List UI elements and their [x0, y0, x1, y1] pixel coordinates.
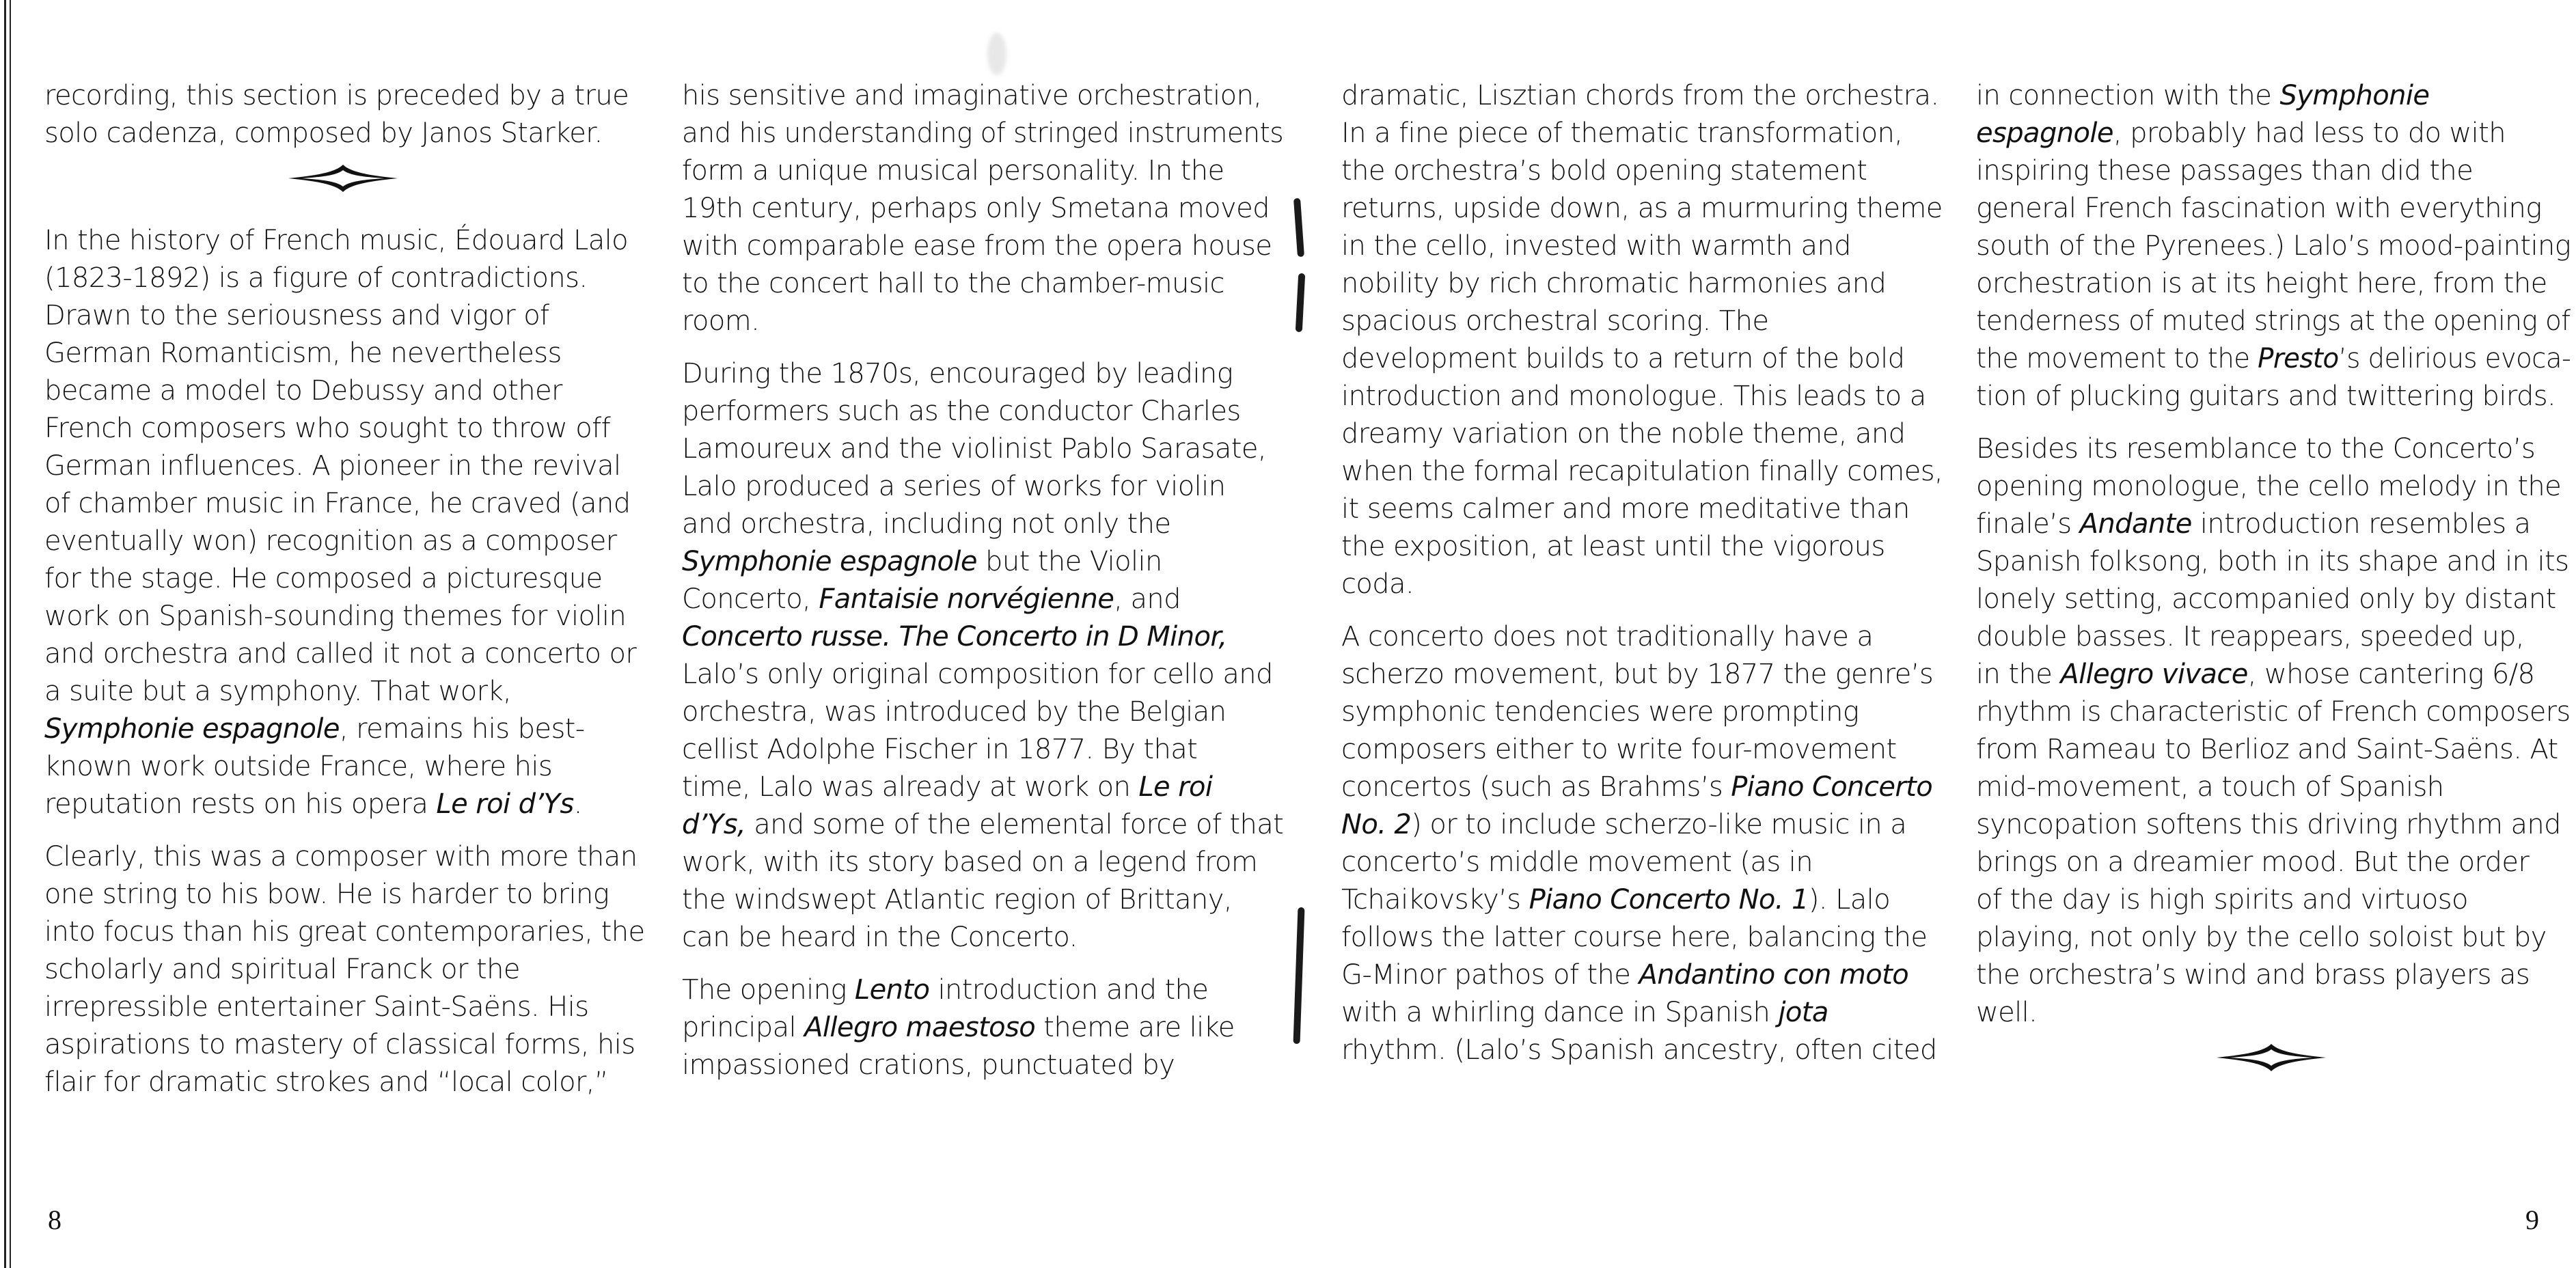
- text-line: [44, 335, 646, 372]
- italic-title-text: Symphonie espagnole: [44, 713, 340, 745]
- body-text: solo cadenza, composed by Janos Starker.: [44, 118, 603, 149]
- body-text: and his understanding of stringed instruments: [682, 118, 1284, 149]
- text-line: [682, 881, 1283, 919]
- body-text: cellist Adolphe Fischer in 1877. By that: [682, 734, 1198, 765]
- body-text: the orchestra’s wind and brass players as: [1976, 959, 2530, 991]
- body-text: the orchestra’s bold opening statement: [1341, 155, 1867, 187]
- body-text: general French fascination with everything: [1976, 193, 2542, 224]
- text-line: [1341, 453, 1943, 491]
- text-line: [682, 806, 1283, 844]
- text-line: [682, 393, 1283, 430]
- text-line: [1341, 1032, 1943, 1069]
- staple-mark: [1296, 273, 1305, 332]
- text-line: [1341, 190, 1942, 228]
- body-text: opening monologue, the cello melody in the: [1976, 471, 2562, 502]
- body-text: introduction resembles a: [2191, 508, 2531, 540]
- body-text: In a fine piece of thematic transformation,: [1341, 118, 1903, 149]
- body-text: dreamy variation on the noble theme, and: [1341, 418, 1906, 450]
- italic-title-text: Presto: [2258, 343, 2339, 374]
- body-text: spacious orchestral scoring. The: [1341, 305, 1769, 337]
- staple-mark: [1293, 198, 1304, 257]
- italic-title-text: jota: [1778, 997, 1828, 1028]
- text-line: [1976, 919, 2571, 956]
- text-line: [682, 228, 1283, 265]
- text-line: [1976, 881, 2571, 919]
- body-text: rhythm. (Lalo’s Spanish ancestry, often cited: [1341, 1034, 1937, 1066]
- body-text: double basses. It reappears, speeded up,: [1976, 621, 2525, 652]
- text-line: [44, 447, 646, 485]
- body-text: the windswept Atlantic region of Brittany,: [682, 884, 1232, 915]
- print-smudge: [987, 33, 1006, 75]
- text-line: [682, 971, 1283, 1009]
- body-text: of the day is high spirits and virtuoso: [1976, 884, 2468, 915]
- text-line: [44, 786, 646, 823]
- italic-title-text: d’Ys,: [682, 809, 746, 840]
- body-text: time, Lalo was already at work on: [682, 771, 1139, 803]
- body-text: concerto’s middle movement (as in: [1341, 846, 1813, 878]
- text-line: [1976, 468, 2571, 506]
- text-line: [1341, 994, 1943, 1032]
- paragraph: [1976, 430, 2571, 1032]
- body-text: brings on a dreamier mood. But the order: [1976, 846, 2530, 878]
- body-text: mid-movement, a touch of Spanish: [1976, 771, 2444, 803]
- text-line: [682, 115, 1284, 152]
- paragraph: [682, 355, 1283, 956]
- body-text: performers such as the conductor Charles: [682, 396, 1241, 427]
- paragraph: [682, 971, 1283, 1084]
- ornament-icon: [287, 163, 399, 193]
- body-text: tenderness of muted strings at the opening of: [1976, 305, 2571, 337]
- text-line: [682, 190, 1283, 228]
- body-text: playing, not only by the cello soloist but by: [1976, 922, 2547, 953]
- body-text: (1823-1892) is a figure of contradictions.: [44, 262, 588, 294]
- body-text: in the cello, invested with warmth and: [1341, 230, 1851, 262]
- text-line: [1341, 491, 1943, 528]
- body-text: Lalo’s only original composition for cello and: [682, 659, 1273, 690]
- text-line: [1976, 265, 2571, 303]
- body-text: Lalo produced a series of works for violin: [682, 471, 1226, 502]
- body-text: room.: [682, 305, 760, 337]
- text-line: [1341, 844, 1943, 881]
- body-text: the movement to the: [1976, 343, 2258, 374]
- body-text: known work outside France, where his: [44, 751, 553, 782]
- text-line: [44, 260, 646, 297]
- body-text: in the: [1976, 659, 2061, 690]
- text-line: [1341, 956, 1943, 994]
- italic-title-text: Le roi: [1138, 771, 1213, 803]
- body-text: principal: [682, 1012, 805, 1043]
- text-line: [1976, 956, 2571, 994]
- section-divider-ornament: [44, 163, 646, 211]
- text-line: [682, 656, 1283, 693]
- body-text: his sensitive and imaginative orchestration,: [682, 80, 1262, 111]
- text-line: [1976, 618, 2571, 656]
- text-line: [682, 543, 1283, 581]
- body-text: can be heard in the Concerto.: [682, 922, 1078, 953]
- paragraph: [1341, 618, 1943, 1069]
- text-line: [1341, 566, 1943, 603]
- text-line: [1976, 844, 2571, 881]
- body-text: Clearly, this was a composer with more than: [44, 841, 638, 872]
- text-line: [44, 410, 646, 447]
- body-text: lonely setting, accompanied only by distant: [1976, 583, 2556, 615]
- body-text: well.: [1976, 997, 2038, 1028]
- body-text: orchestra, was introduced by the Belgian: [682, 696, 1227, 728]
- body-text: returns, upside down, as a murmuring theme: [1341, 193, 1943, 224]
- body-text: Concerto,: [682, 583, 819, 615]
- text-column-2: [682, 77, 1283, 1099]
- body-text: with a whirling dance in Spanish: [1341, 997, 1779, 1028]
- text-line: [1341, 919, 1943, 956]
- text-line: [1976, 190, 2571, 228]
- text-line: [1341, 152, 1943, 190]
- page-edge-line: [10, 0, 11, 1268]
- text-line: [44, 485, 646, 523]
- body-text: introduction and the: [929, 974, 1209, 1006]
- body-text: but the Violin: [976, 546, 1162, 577]
- body-text: dramatic, Lisztian chords from the orchestra.: [1341, 80, 1939, 111]
- body-text: it seems calmer and more meditative than: [1341, 493, 1910, 525]
- paragraph: [1341, 77, 1943, 603]
- italic-title-text: Le roi d’Ys: [436, 788, 574, 820]
- body-text: ). Lalo: [1808, 884, 1891, 915]
- text-line: [682, 152, 1283, 190]
- text-line: [1341, 115, 1943, 152]
- body-text: , and: [1114, 583, 1181, 615]
- text-line: [44, 1026, 646, 1064]
- italic-title-text: Symphonie: [2279, 80, 2430, 111]
- text-line: [44, 297, 646, 335]
- text-line: [44, 748, 646, 786]
- body-text: scholarly and spiritual Franck or the: [44, 954, 520, 985]
- body-text: in connection with the: [1976, 80, 2280, 111]
- text-line: [1341, 77, 1943, 115]
- italic-title-text: Lento: [854, 974, 930, 1006]
- body-text: from Rameau to Berlioz and Saint-Saëns. At: [1976, 734, 2558, 765]
- body-text: composers either to write four-movement: [1341, 734, 1897, 765]
- body-text: syncopation softens this driving rhythm and: [1976, 809, 2561, 840]
- text-line: [44, 913, 646, 951]
- body-text: one string to his bow. He is harder to bring: [44, 879, 609, 910]
- text-line: [1976, 430, 2571, 468]
- text-line: [682, 1047, 1283, 1084]
- body-text: work, with its story based on a legend from: [682, 846, 1258, 878]
- text-line: [44, 598, 646, 635]
- body-text: into focus than his great contemporaries, the: [44, 916, 645, 948]
- body-text: of chamber music in France, he craved (and: [44, 488, 631, 519]
- body-text: aspirations to mastery of classical forms, his: [44, 1029, 635, 1060]
- text-line: [682, 844, 1283, 881]
- italic-title-text: Symphonie espagnole: [682, 546, 977, 577]
- page-edge-line: [4, 0, 6, 1268]
- text-line: [44, 222, 646, 260]
- body-text: , remains his best-: [339, 713, 585, 745]
- body-text: the exposition, at least until the vigorous: [1341, 531, 1885, 562]
- body-text: Besides its resemblance to the Concerto’s: [1976, 433, 2536, 465]
- text-line: [44, 372, 646, 410]
- text-line: [1341, 769, 1943, 806]
- page-number-right: 9: [2525, 1204, 2539, 1235]
- text-line: [1976, 228, 2570, 265]
- body-text: .: [573, 788, 582, 820]
- italic-title-text: No. 2: [1341, 809, 1412, 840]
- body-text: During the 1870s, encouraged by leading: [682, 358, 1233, 389]
- text-line: [682, 693, 1283, 731]
- text-line: [1976, 543, 2571, 581]
- text-line: [1976, 581, 2571, 618]
- body-text: impassioned crations, punctuated by: [682, 1049, 1175, 1081]
- body-text: theme are like: [1035, 1012, 1235, 1043]
- text-line: [1976, 152, 2571, 190]
- text-line: [682, 618, 1283, 656]
- body-text: German Romanticism, he nevertheless: [44, 337, 562, 369]
- text-line: [1976, 994, 2571, 1032]
- body-text: follows the latter course here, balancing the: [1341, 922, 1928, 953]
- body-text: work on Spanish-sounding themes for violin: [44, 601, 627, 632]
- text-line: [1976, 769, 2571, 806]
- paragraph: [44, 222, 646, 823]
- text-line: [1976, 731, 2571, 769]
- body-text: when the formal recapitulation finally comes,: [1341, 456, 1943, 487]
- paragraph: [1976, 77, 2571, 415]
- text-line: [1976, 693, 2571, 731]
- text-line: [44, 951, 646, 989]
- body-text: nobility by rich chromatic harmonies and: [1341, 268, 1887, 299]
- body-text: , whose cantering 6/8: [2247, 659, 2535, 690]
- section-divider-ornament: [1976, 1043, 2571, 1090]
- italic-title-text: Allegro maestoso: [804, 1012, 1036, 1043]
- body-text: introduction and monologue. This leads to a: [1341, 381, 1926, 412]
- text-line: [1341, 303, 1943, 340]
- body-text: recording, this section is preceded by a true: [44, 80, 629, 111]
- text-line: [1341, 378, 1943, 415]
- text-line: [44, 989, 646, 1026]
- text-line: [44, 876, 646, 913]
- text-line: [682, 919, 1283, 956]
- body-text: flair for dramatic strokes and “local color,”: [44, 1066, 609, 1098]
- text-line: [1976, 506, 2571, 543]
- body-text: In the history of French music, Édouard Lalo: [44, 225, 628, 256]
- italic-title-text: Piano Concerto: [1731, 771, 1933, 803]
- body-text: became a model to Debussy and other: [44, 375, 562, 406]
- italic-title-text: Piano Concerto No. 1: [1529, 884, 1809, 915]
- body-text: irrepressible entertainer Saint-Saëns. His: [44, 991, 589, 1023]
- body-text: form a unique musical personality. In the: [682, 155, 1224, 187]
- text-line: [682, 506, 1283, 543]
- body-text: , probably had less to do with: [2113, 118, 2506, 149]
- text-line: [1976, 806, 2571, 844]
- ornament-icon: [2215, 1043, 2327, 1073]
- body-text: G-Minor pathos of the: [1341, 959, 1639, 991]
- body-text: inspiring these passages than did the: [1976, 155, 2474, 187]
- body-text: scherzo movement, but by 1877 the genre’s: [1341, 659, 1934, 690]
- text-line: [1341, 415, 1943, 453]
- text-line: [1341, 656, 1943, 693]
- body-text: development builds to a return of the bold: [1341, 343, 1905, 374]
- body-text: symphonic tendencies were prompting: [1341, 696, 1859, 728]
- body-text: finale’s: [1976, 508, 2080, 540]
- body-text: and some of the elemental force of that: [745, 809, 1284, 840]
- text-line: [682, 265, 1283, 303]
- staple-mark: [1293, 907, 1305, 1044]
- paragraph: [44, 77, 646, 152]
- text-line: [44, 635, 646, 673]
- text-line: [1976, 378, 2571, 415]
- body-text: tion of plucking guitars and twittering birds.: [1976, 381, 2556, 412]
- text-line: [44, 1064, 646, 1101]
- text-line: [1341, 693, 1943, 731]
- text-line: [1341, 265, 1943, 303]
- body-text: for the stage. He composed a picturesque: [44, 563, 603, 594]
- text-line: [682, 430, 1283, 468]
- text-column-4: [1976, 77, 2571, 1101]
- italic-title-text: Andante: [2079, 508, 2192, 540]
- body-text: reputation rests on his opera: [44, 788, 437, 820]
- text-line: [1976, 656, 2571, 693]
- body-text: A concerto does not traditionally have a: [1341, 621, 1874, 652]
- text-line: [1341, 881, 1943, 919]
- body-text: with comparable ease from the opera house: [682, 230, 1272, 262]
- text-line: [682, 581, 1283, 618]
- text-line: [1976, 115, 2571, 152]
- body-text: Spanish folksong, both in its shape and in its: [1976, 546, 2569, 577]
- body-text: Tchaikovsky’s: [1341, 884, 1529, 915]
- body-text: coda.: [1341, 568, 1414, 600]
- body-text: and orchestra, including not only the: [682, 508, 1171, 540]
- body-text: concertos (such as Brahms’s: [1341, 771, 1731, 803]
- body-text: Lamoureux and the violinist Pablo Sarasate,: [682, 433, 1266, 465]
- body-text: ) or to include scherzo-like music in a: [1411, 809, 1907, 840]
- text-line: [44, 560, 646, 598]
- text-line: [1341, 528, 1943, 566]
- body-text: to the concert hall to the chamber-music: [682, 268, 1224, 299]
- body-text: rhythm is characteristic of French composers: [1976, 696, 2571, 728]
- text-line: [1341, 228, 1943, 265]
- italic-title-text: Fantaisie norvégienne: [819, 583, 1114, 615]
- text-line: [1341, 340, 1943, 378]
- text-column-1: [44, 77, 646, 1116]
- body-text: French composers who sought to throw off: [44, 413, 611, 444]
- italic-title-text: Concerto russe. The Concerto in D Minor,: [682, 621, 1227, 652]
- italic-title-text: espagnole: [1976, 118, 2113, 149]
- body-text: south of the Pyrenees.) Lalo’s mood-painting: [1976, 230, 2571, 262]
- body-text: The opening: [682, 974, 855, 1006]
- text-line: [682, 731, 1283, 769]
- body-text: 19th century, perhaps only Smetana moved: [682, 193, 1270, 224]
- text-line: [682, 77, 1283, 115]
- italic-title-text: Allegro vivace: [2060, 659, 2248, 690]
- text-line: [1976, 303, 2571, 340]
- text-line: [44, 711, 646, 748]
- paragraph: [682, 77, 1283, 340]
- page-number-left: 8: [48, 1204, 61, 1235]
- text-line: [682, 468, 1283, 506]
- text-line: [682, 355, 1283, 393]
- body-text: orchestration is at its height here, from the: [1976, 268, 2547, 299]
- text-line: [682, 303, 1283, 340]
- text-line: [1341, 806, 1943, 844]
- text-line: [44, 115, 646, 152]
- body-text: eventually won) recognition as a composer: [44, 525, 617, 557]
- text-line: [44, 523, 646, 560]
- body-text: and orchestra and called it not a concerto or: [44, 638, 637, 670]
- text-line: [1341, 618, 1943, 656]
- text-line: [682, 1009, 1283, 1047]
- text-column-3: [1341, 77, 1943, 1084]
- italic-title-text: Andantino con moto: [1639, 959, 1909, 991]
- paragraph: [44, 838, 646, 1101]
- text-line: [1976, 340, 2571, 378]
- body-text: Drawn to the seriousness and vigor of: [44, 300, 549, 331]
- text-line: [1976, 77, 2571, 115]
- text-line: [44, 673, 646, 711]
- text-line: [44, 77, 646, 115]
- text-line: [1341, 731, 1943, 769]
- body-text: a suite but a symphony. That work,: [44, 676, 512, 707]
- text-line: [682, 769, 1283, 806]
- body-text: German influences. A pioneer in the revival: [44, 450, 621, 482]
- body-text: ’s delirious evoca-: [2338, 343, 2571, 374]
- text-line: [44, 838, 646, 876]
